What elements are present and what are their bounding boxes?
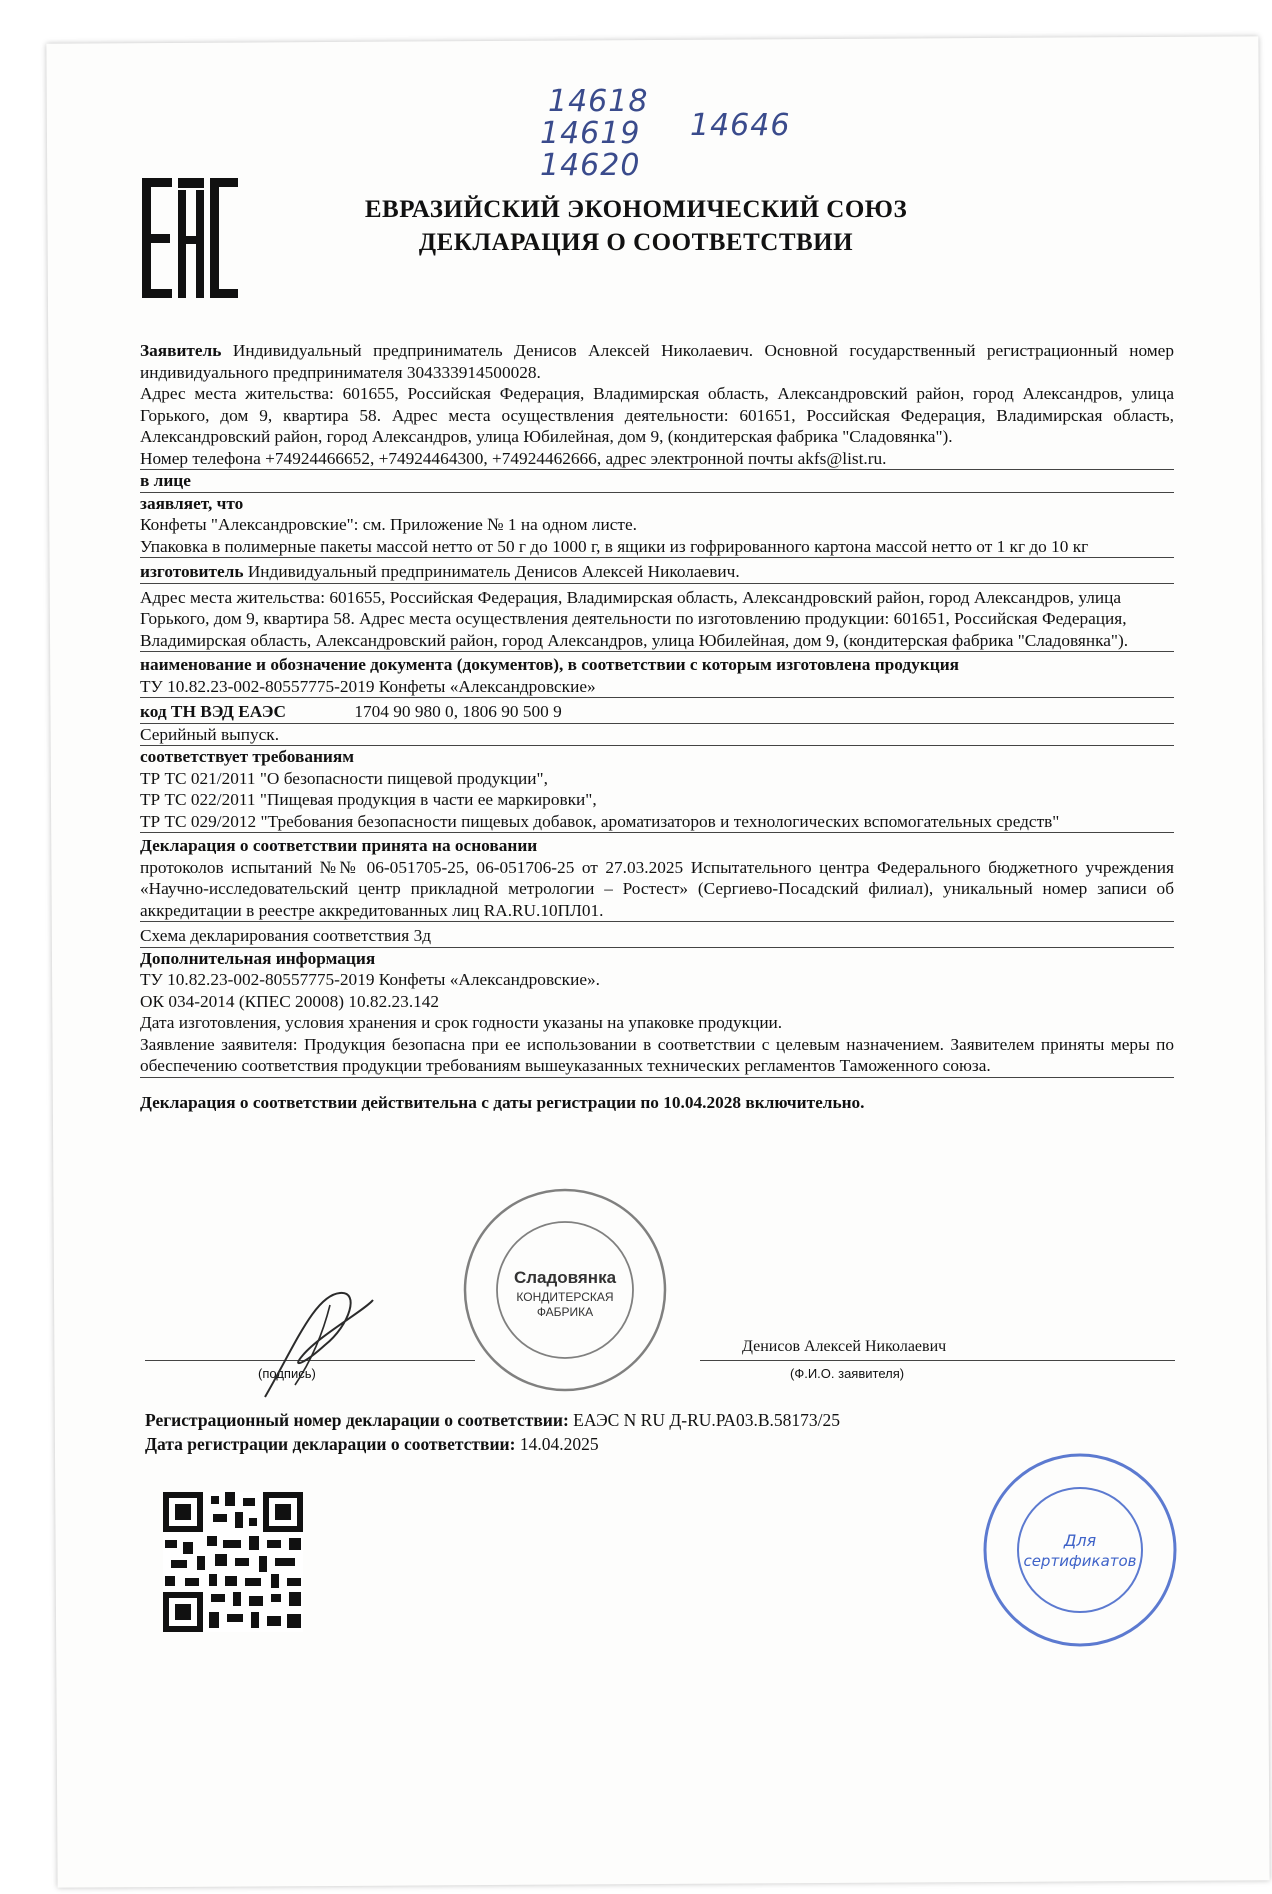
tnved-label: код ТН ВЭД ЕАЭС: [140, 702, 287, 721]
registration-date-label: Дата регистрации декларации о соответствии:: [145, 1434, 516, 1454]
applicant-text: Индивидуальный предприниматель Денисов Алексей Николаевич. Основной государственный регистрационный номер индивидуального предпринимателя 304333914500028.: [140, 341, 1174, 382]
header-union-title: ЕВРАЗИЙСКИЙ ЭКОНОМИЧЕСКИЙ СОЮЗ: [364, 196, 908, 223]
handwritten-number: 14618: [548, 84, 649, 119]
document-text: ТУ 10.82.23-002-80557775-2019 Конфеты «Александровские»: [140, 676, 1174, 699]
document-label: наименование и обозначение документа (документов), в соответствии с которым изготовлена продукция: [140, 655, 960, 674]
registration-date-value: 14.04.2025: [519, 1434, 599, 1454]
handwritten-number: 14620: [540, 148, 641, 183]
applicant-label: Заявитель: [140, 341, 222, 360]
declaration-body: [140, 340, 1174, 1113]
certification-seal-icon: [980, 1450, 1180, 1650]
serial-text: Серийный выпуск.: [140, 724, 1174, 747]
name-line: [700, 1360, 1175, 1361]
packaging-text: Упаковка в полимерные пакеты массой нетто от 50 г до 1000 г, в ящики из гофрированного картона массой нетто от 1 кг до 10 кг: [140, 536, 1174, 559]
handwritten-signature: [255, 1285, 385, 1405]
in-person-label: в лице: [140, 470, 1174, 493]
tnved-block: [140, 698, 1174, 724]
manufacturer-address: Адрес места жительства: 601655, Российская Федерация, Владимирская область, Александровский район, город Александров, улица Горького, дом 9, квартира 58. Адрес места осуществления деятельности по изготовлению продукции: 601651, Российская Федерация, Владимирская область, Александровский район, город Александров, улица Юбилейная, дом 9, (кондитерская фабрика "Сладовянка").: [140, 584, 1174, 653]
registration-number-value: ЕАЭС N RU Д-RU.РА03.В.58173/25: [573, 1410, 840, 1430]
requirements-label: соответствует требованиям: [140, 747, 355, 766]
basis-label: Декларация о соответствии принята на основании: [140, 836, 538, 855]
additional-line: Заявление заявителя: Продукция безопасна при ее использовании в соответствии с целевым назначением. Заявителем приняты меры по обеспечению соответствия продукции требованиям вышеуказанных технических регламентов Таможенного союза.: [140, 1034, 1174, 1078]
manufacturer-block: [140, 558, 1174, 584]
tnved-codes: 1704 90 980 0, 1806 90 500 9: [354, 702, 562, 721]
seal-line: ФАБРИКА: [536, 1305, 594, 1319]
additional-line: ОК 034-2014 (КПЕС 20008) 10.82.23.142: [140, 991, 440, 1011]
additional-label: Дополнительная информация: [140, 948, 376, 968]
seal-brand: Сладовянка: [513, 1268, 617, 1287]
seal-line: КОНДИТЕРСКАЯ: [516, 1290, 614, 1304]
qr-code-icon: [163, 1492, 303, 1632]
registration-number-label: Регистрационный номер декларации о соответствии:: [145, 1410, 569, 1430]
name-caption: (Ф.И.О. заявителя): [790, 1366, 905, 1381]
handwritten-number: 14646: [690, 108, 791, 143]
validity-text: Декларация о соответствии действительна с даты регистрации по 10.04.2028 включительно.: [140, 1092, 865, 1112]
registration-date: [145, 1434, 599, 1455]
applicant-address: Адрес места жительства: 601655, Российская Федерация, Владимирская область, Александровский район, город Александров, улица Горького, дом 9, квартира 58. Адрес места осуществления деятельности: 601651, Российская Федерация, Владимирская область, Александровский район, город Александров, улица Юбилейная, дом 9, (кондитерская фабрика "Сладовянка").: [140, 384, 1174, 446]
basis-text: протоколов испытаний №№ 06-051705-25, 06-051706-25 от 27.03.2025 Испытательного центра Федерального бюджетного учреждения «Научно-исследовательский центр прикладной метрологии – Ростест» (Сергиево-Посадский филиал), уникальный номер записи об аккредитации в реестре аккредитованных лиц RA.RU.10ПЛ01.: [140, 857, 1174, 923]
additional-line: ТУ 10.82.23-002-80557775-2019 Конфеты «Александровские».: [140, 970, 600, 989]
registration-number: [145, 1410, 840, 1431]
manufacturer-text: Индивидуальный предприниматель Денисов Алексей Николаевич.: [247, 562, 740, 581]
manufacturer-label: изготовитель: [140, 562, 244, 581]
product-text: Конфеты "Александровские": см. Приложение № 1 на одном листе.: [140, 515, 637, 534]
requirement-item: ТР ТС 022/2011 "Пищевая продукция в части ее маркировки",: [140, 790, 597, 809]
header-declaration-title: ДЕКЛАРАЦИЯ О СООТВЕТСТВИИ: [418, 229, 854, 256]
seal-text: Для: [1063, 1531, 1097, 1550]
applicant-block: [140, 340, 1174, 383]
scheme-text: Схема декларирования соответствия 3д: [140, 922, 1174, 948]
seal-text: сертификатов: [1023, 1552, 1137, 1570]
handwritten-number: 14619: [540, 116, 641, 151]
signature-caption: (подпись): [258, 1366, 316, 1381]
declares-label: заявляет, что: [140, 493, 244, 513]
additional-line: Дата изготовления, условия хранения и срок годности указаны на упаковке продукции.: [140, 1013, 783, 1032]
manufacturer-seal-icon: [440, 1185, 690, 1395]
requirement-item: ТР ТС 029/2012 "Требования безопасности пищевых добавок, ароматизаторов и технологических вспомогательных средств": [140, 811, 1174, 834]
signer-name: Денисов Алексей Николаевич: [742, 1338, 947, 1355]
requirement-item: ТР ТС 021/2011 "О безопасности пищевой продукции",: [140, 768, 548, 788]
applicant-contacts: Номер телефона +74924466652, +74924464300, +74924462666, адрес электронной почты akfs@list.ru.: [140, 448, 1174, 471]
